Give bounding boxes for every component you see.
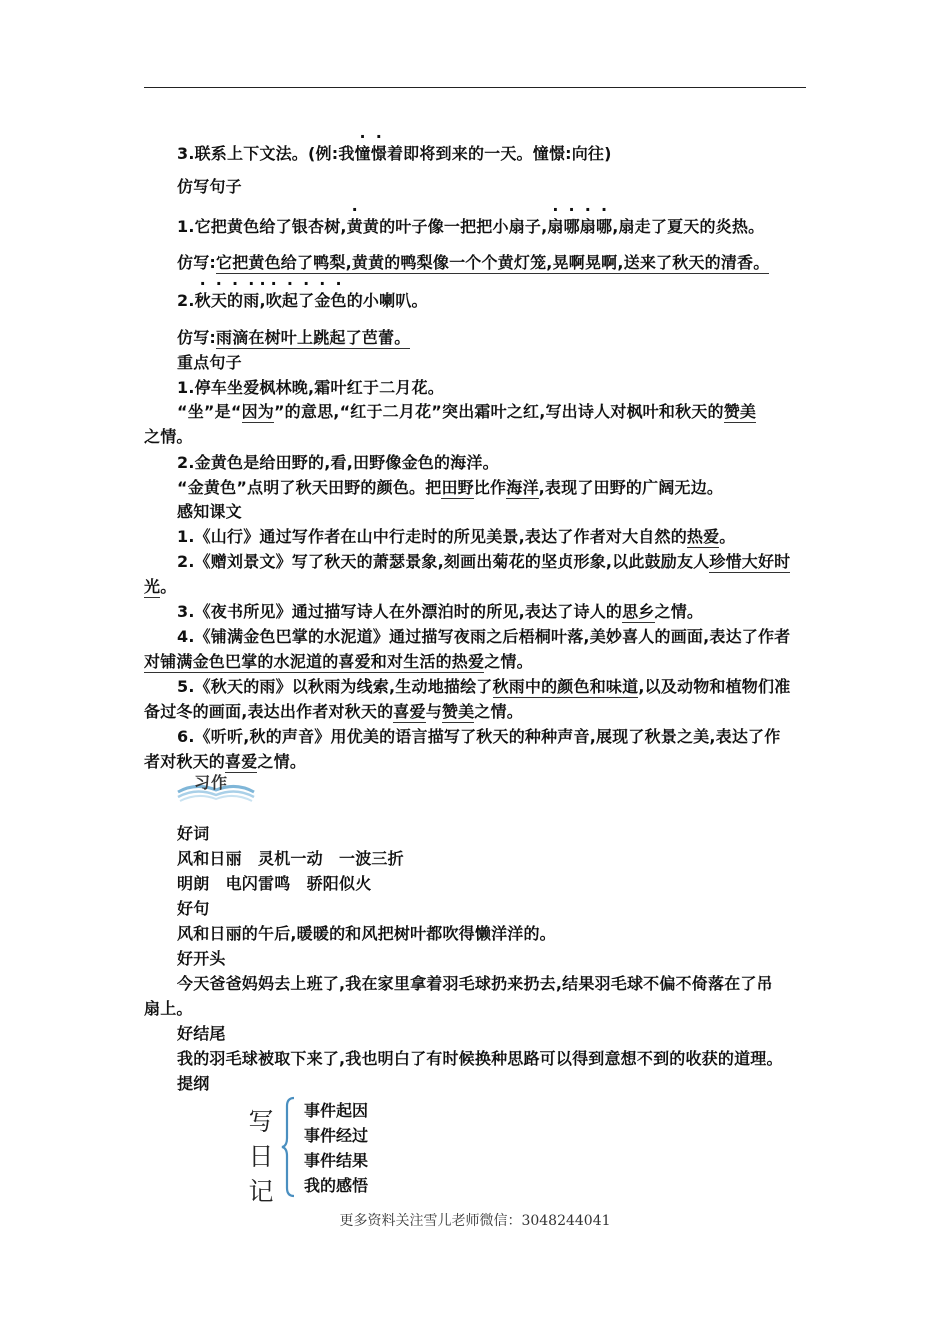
outline-label: 提纲: [177, 1074, 210, 1093]
emphasis-char: 哪: [596, 217, 613, 236]
text: 仿写:: [177, 253, 216, 272]
perception-2: [177, 551, 806, 573]
emphasis-char: 色: [330, 291, 347, 310]
perception-2-cont: [144, 576, 806, 598]
perception-6: 6.《听听,秋的声音》用优美的语言描写了秋天的种种声音,展现了秋景之美,表达了作: [177, 727, 781, 746]
good-opening: 今天爸爸妈妈去上班了,我在家里拿着羽毛球扔来扔去,结果羽毛球不偏不倚落在了吊: [177, 974, 773, 993]
good-ending-label: 好结尾: [177, 1024, 226, 1043]
text: ”的意思,“红于二月花”突出霜叶之红,写出诗人对枫叶和秋天的: [273, 402, 724, 421]
text: 之情。: [257, 752, 307, 771]
emphasis-char: 吹: [265, 291, 282, 310]
section-title-key-sentences: 重点句子: [177, 353, 242, 372]
text: 的小喇叭。: [346, 291, 428, 310]
key-sentence-2-analysis: [177, 477, 806, 499]
text: 3.《夜书所见》通过描写诗人在外漂泊时的所见,表达了诗人的: [177, 602, 623, 621]
emphasis-char: 哪: [563, 217, 580, 236]
writing-section-title: 习作: [194, 773, 229, 792]
perception-3: [177, 601, 806, 623]
text: 者对秋天的: [144, 752, 226, 771]
perception-4-cont: [144, 651, 806, 673]
answer-underlined: 光: [144, 577, 161, 596]
key-sentence-1-analysis-cont: 之情。: [144, 427, 193, 446]
section-title-imitate: 仿写句子: [177, 177, 242, 196]
writing-section-heading: [176, 768, 256, 802]
emphasis-char: 的: [227, 291, 244, 310]
perception-5: [177, 676, 806, 698]
text: 之情。: [474, 702, 523, 721]
answer-underlined: 对铺满金色巴掌的水泥道的喜爱和对生活的热爱: [144, 652, 485, 671]
text: 之情。: [484, 652, 533, 671]
emphasis-char: 雨: [243, 291, 260, 310]
emphasis-char: 天: [210, 291, 228, 310]
good-words-row-1: 风和日丽 灵机一动 一波三折: [177, 849, 404, 868]
answer-underlined: 赞美: [441, 702, 475, 721]
text: 。: [719, 527, 736, 546]
good-sentence: 风和日丽的午后,暖暖的和风把树叶都吹得懒洋洋的。: [177, 924, 556, 943]
good-ending: 我的羽毛球被取下来了,我也明白了有时候换种思路可以得到意想不到的收获的道理。: [177, 1049, 783, 1068]
emphasis-char: 憬: [370, 144, 387, 163]
text: “坐”是“: [177, 402, 242, 421]
answer-underlined: 秋雨中的颜色和味道: [492, 677, 639, 696]
perception-1: [177, 526, 806, 548]
emphasis-char: 憧: [354, 144, 371, 163]
example-sentence-2: [177, 290, 806, 312]
perception-4: 4.《铺满金色巴掌的水泥道》通过描写夜雨之后梧桐叶落,美妙喜人的画面,表达了作者: [177, 627, 791, 646]
answer-underlined: 思乡: [622, 602, 655, 621]
outline-title-char: 记: [248, 1177, 274, 1206]
example-sentence-1: [177, 216, 806, 238]
text: 着即将到来的一天。憧憬:向往): [386, 144, 612, 163]
emphasis-char: 扇: [579, 217, 596, 236]
emphasis-char: 扇: [547, 217, 564, 236]
outline-title-char: 写: [248, 1107, 274, 1136]
text: 5.《秋天的雨》以秋雨为线索,生动地描绘了: [177, 677, 493, 696]
text: ,表现了田野的广阔无边。: [538, 478, 724, 497]
text: 比作: [473, 478, 507, 497]
outline-items: [304, 1098, 368, 1198]
good-opening-cont: 扇上。: [144, 999, 193, 1018]
answer-underlined: 赞美: [723, 402, 757, 421]
answer-underlined: 珍惜大好时: [709, 552, 791, 571]
good-sentence-label: 好句: [177, 899, 210, 918]
emphasis-char: 黄: [346, 217, 363, 236]
text: 备过冬的画面,表达出作者对秋天的: [144, 702, 394, 721]
text: 1.《山行》通过写作者在山中行走时的所见美景,表达了作者对大自然的: [177, 527, 687, 546]
answer-underlined: 喜爱: [225, 752, 258, 771]
answer-underlined: 田野: [441, 478, 474, 497]
text: “金黄色”点明了秋天田野的颜色。把: [177, 478, 442, 497]
imitation-2: [177, 327, 806, 349]
text: 与: [425, 702, 442, 721]
outline-item: 事件起因: [304, 1101, 369, 1120]
text: 1.它把黄色给了银杏树,: [177, 217, 347, 236]
outline-title: [246, 1104, 276, 1209]
answer-underlined: 雨滴在树叶上跳起了芭蕾。: [216, 328, 411, 347]
answer-underlined: 因为: [241, 402, 274, 421]
text: ,以及动物和植物们准: [638, 677, 791, 696]
outline-item: 我的感悟: [304, 1176, 369, 1195]
answer-underlined: 喜爱: [393, 702, 426, 721]
emphasis-char: 起: [281, 291, 299, 310]
outline-title-char: 日: [248, 1142, 274, 1171]
emphasis-char: 秋: [194, 291, 211, 310]
key-sentence-1: 1.停车坐爱枫林晚,霜叶红于二月花。: [177, 378, 444, 397]
key-sentence-2: 2.金黄色是给田野的,看,田野像金色的海洋。: [177, 453, 499, 472]
good-words-row-2: 明朗 电闪雷鸣 骄阳似火: [177, 874, 372, 893]
answer-underlined: 热爱: [686, 527, 720, 546]
section-title-text-perception: 感知课文: [177, 502, 242, 521]
header-rule: [144, 87, 806, 88]
text: 2.《赠刘景文》写了秋天的萧瑟景象,刻画出菊花的坚贞形象,以此鼓励友人: [177, 552, 710, 571]
text: 。: [160, 577, 177, 596]
text: 黄的叶子像一把把小扇子,: [362, 217, 548, 236]
curly-brace-icon: [280, 1096, 296, 1198]
key-sentence-1-analysis: [177, 401, 806, 423]
text: ,扇走了夏天的炎热。: [612, 217, 765, 236]
emphasis-char: · ,: [259, 290, 265, 312]
emphasis-char: 了: [298, 291, 315, 310]
answer-underlined: 它把黄色给了鸭梨,黄黄的鸭梨像一个个黄灯笼,晃啊晃啊,送来了秋天的清香。: [216, 253, 770, 272]
text: 3.联系上下文法。(例:我: [177, 144, 355, 163]
footer-note: 更多资料关注雪儿老师微信：3048244041: [339, 1213, 611, 1229]
imitation-1: [177, 252, 806, 274]
outline-item: 事件结果: [304, 1151, 369, 1170]
good-opening-label: 好开头: [177, 949, 226, 968]
perception-5-cont: [144, 701, 806, 723]
text: 2.: [177, 291, 195, 310]
text: 仿写:: [177, 328, 216, 347]
good-words-label: 好词: [177, 824, 210, 843]
emphasis-char: 金: [314, 291, 331, 310]
method-line: [177, 143, 806, 165]
answer-underlined: 海洋: [506, 478, 539, 497]
text: 之情。: [654, 602, 704, 621]
outline-item: 事件经过: [304, 1126, 369, 1145]
